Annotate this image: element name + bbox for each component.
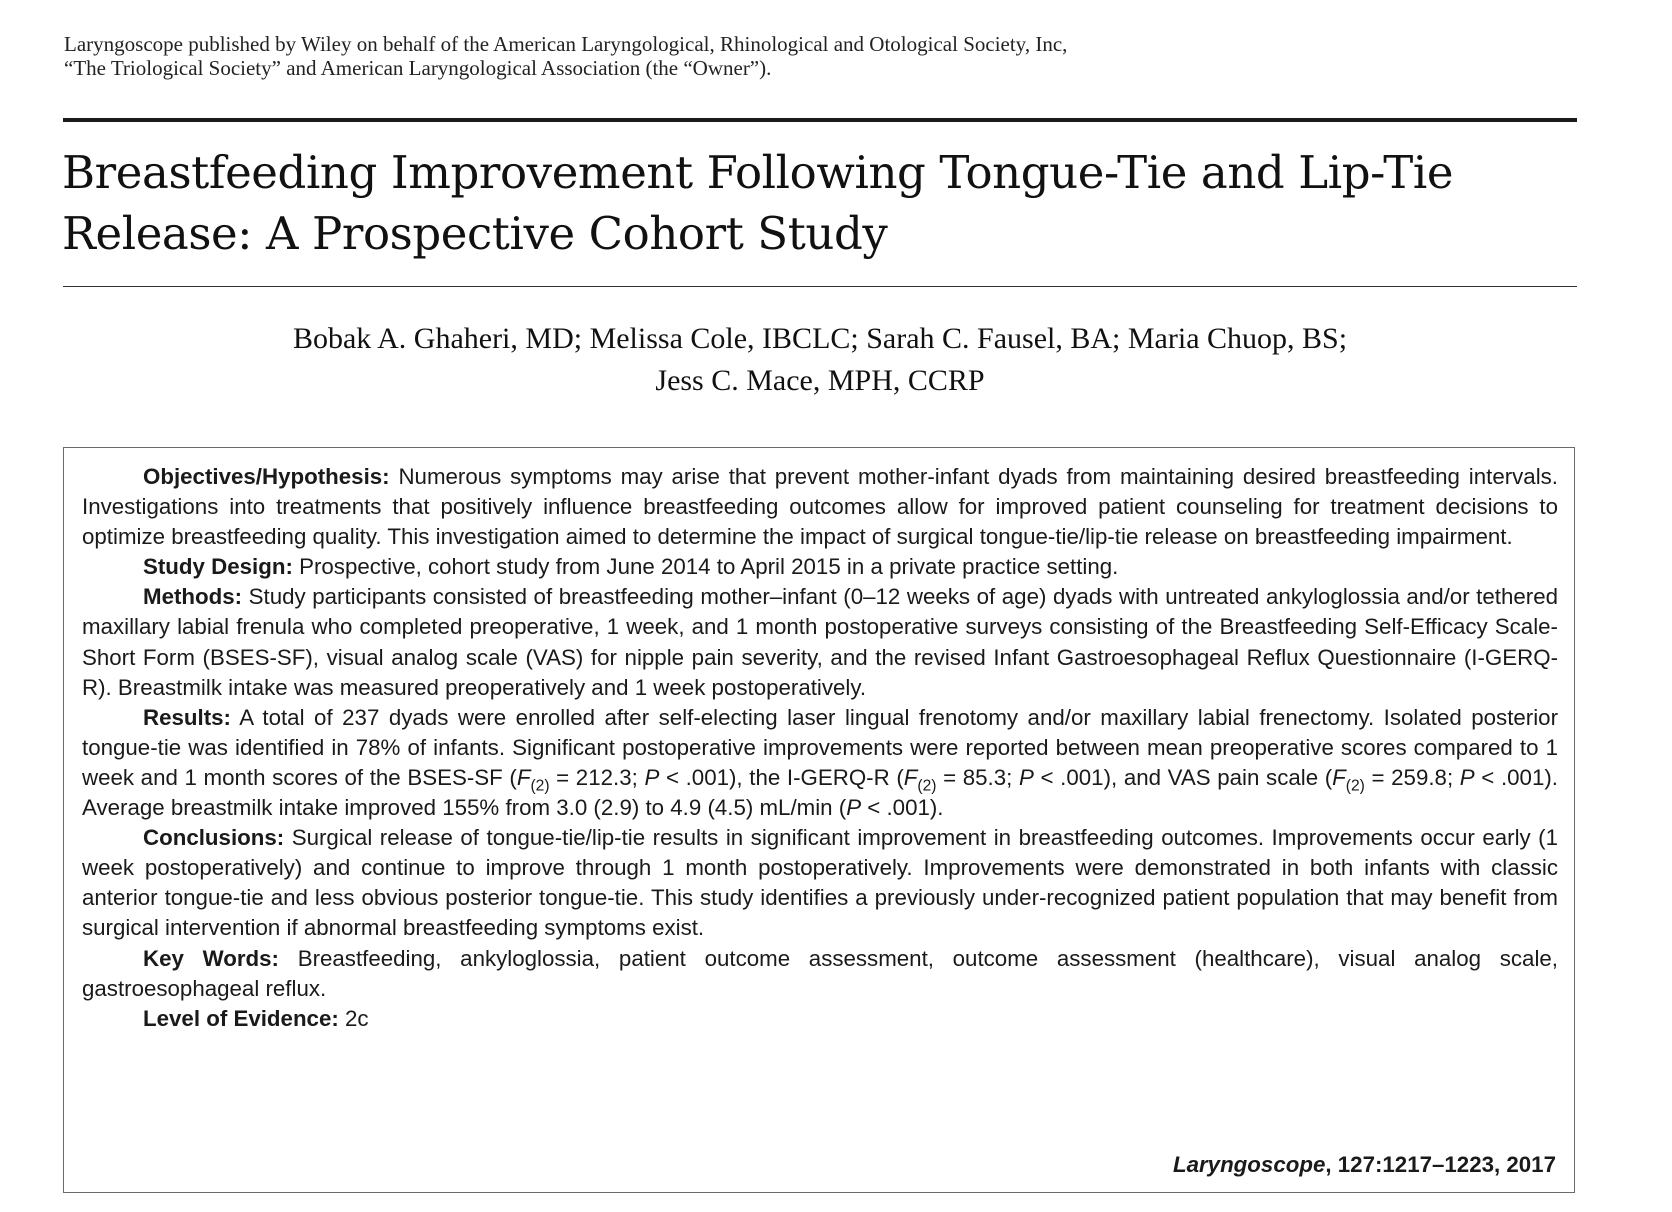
methods-label: Methods: <box>143 584 243 610</box>
author-line-1: Bobak A. Ghaheri, MD; Melissa Cole, IBCLC; Sarah C. Fausel, BA; Maria Chuop, BS; <box>292 322 1348 355</box>
title-rule <box>63 286 1577 287</box>
key-words-text: Breastfeeding, ankyloglossia, patient outcome assessment, outcome assessment (healthcare), visual analog scale, gastroesophageal reflux. <box>82 945 1559 1001</box>
stat-f-1: F <box>516 764 531 790</box>
header-rule <box>63 118 1577 122</box>
objectives-label: Objectives/Hypothesis: <box>143 464 390 489</box>
stat-p-2: P <box>1019 764 1034 790</box>
citation-details: , 127:1217–1223, 2017 <box>1325 1152 1556 1177</box>
publisher-line-2: “The Triological Society” and American Laryngological Association (the “Owner”). <box>64 56 772 80</box>
citation-journal: Laryngoscope <box>1172 1152 1326 1177</box>
level-of-evidence-label: Level of Evidence: <box>143 1005 339 1031</box>
conclusions-label: Conclusions: <box>143 825 285 851</box>
results-text-g: < .001). Average breastmilk intake improved 155% from 3.0 (2.9) to 4.9 (4.5) mL/min ( <box>82 764 1558 821</box>
stat-f-3: F <box>1332 764 1346 790</box>
abstract-text <box>82 462 1558 1034</box>
results-text-c: < .001), the I-GERQ-R ( <box>659 764 904 790</box>
results-text-e: < .001), and VAS pain scale ( <box>1033 764 1333 790</box>
study-design-text: Prospective, cohort study from June 2014 to April 2015 in a private practice setting. <box>292 554 1119 580</box>
article-title-line-1: Breastfeeding Improvement Following Tongue-Tie and Lip-Tie <box>62 146 1454 199</box>
abstract-conclusions <box>82 823 1558 943</box>
journal-citation <box>1173 1152 1556 1178</box>
publisher-line-1: Laryngoscope published by Wiley on behalf of the American Laryngological, Rhinological and Otological Society, Inc, <box>64 32 1068 56</box>
stat-p-3: P <box>1459 764 1475 790</box>
article-title-line-2: Release: A Prospective Cohort Study <box>62 207 888 260</box>
results-text-a: A total of 237 dyads were enrolled after self-electing laser lingual frenotomy and/or maxillary labial frenectomy. Isolated posterior tongue-tie was identified in 78% of infants. Significant postoperative improvements were reported between mean preoperative scores compared to 1 week and 1 month scores of the BSES-SF ( <box>82 704 1558 790</box>
level-of-evidence-text: 2c <box>338 1005 369 1031</box>
author-list <box>63 318 1577 402</box>
results-label: Results: <box>143 704 231 730</box>
abstract-objectives <box>82 462 1558 552</box>
abstract-box <box>63 447 1575 1193</box>
objectives-text: Numerous symptoms may arise that prevent mother-infant dyads from maintaining desired breastfeeding intervals. Investigations into treatments that positively influence breastfeeding outcomes allow for improved patient counseling for treatment decisions to optimize breastfeeding quality. This investigation aimed to determine the impact of surgical tongue-tie/lip-tie release on breastfeeding impairment. <box>82 464 1558 550</box>
stat-f-2: F <box>903 764 918 790</box>
abstract-methods <box>82 582 1558 702</box>
author-line-2: Jess C. Mace, MPH, CCRP <box>655 364 985 397</box>
article-title <box>62 142 1572 264</box>
results-text-f: = 259.8; <box>1364 764 1460 790</box>
stat-p-4: P <box>846 795 862 821</box>
methods-text: Study participants consisted of breastfeeding mother–infant (0–12 weeks of age) dyads with untreated ankyloglossia and/or tethered maxillary labial frenula who completed preoperative, 1 week, and 1 month postoperative surveys consisting of the Breastfeeding Self-Efficacy Scale-Short Form (BSES-SF), visual analog scale (VAS) for nipple pain severity, and the revised Infant Gastroesophageal Reflux Questionnaire (I-GERQ-R). Breastmilk intake was measured preoperatively and 1 week postoperatively. <box>82 584 1558 700</box>
stat-p-1: P <box>644 764 660 790</box>
stat-sub-2: (2) <box>917 777 937 795</box>
abstract-study-design <box>82 552 1558 582</box>
results-text-d: = 85.3; <box>936 764 1019 790</box>
abstract-results <box>82 703 1558 823</box>
abstract-key-words <box>82 944 1558 1004</box>
conclusions-text: Surgical release of tongue-tie/lip-tie results in significant improvement in breastfeeding outcomes. Improvements occur early (1 week postoperatively) and continue to improve through 1 month postoperatively. Improvements were demonstrated in both infants with classic anterior tongue-tie and less obvious posterior tongue-tie. This study identifies a previously under-recognized patient population that may benefit from surgical intervention if abnormal breastfeeding symptoms exist. <box>82 825 1558 941</box>
stat-sub-1: (2) <box>530 777 550 795</box>
stat-sub-3: (2) <box>1345 777 1365 795</box>
abstract-level-of-evidence <box>82 1004 1558 1034</box>
results-text-h: < .001). <box>861 795 944 821</box>
key-words-label: Key Words: <box>143 945 279 971</box>
study-design-label: Study Design: <box>143 554 293 580</box>
publisher-notice <box>64 32 1464 80</box>
results-text-b: = 212.3; <box>549 764 645 790</box>
